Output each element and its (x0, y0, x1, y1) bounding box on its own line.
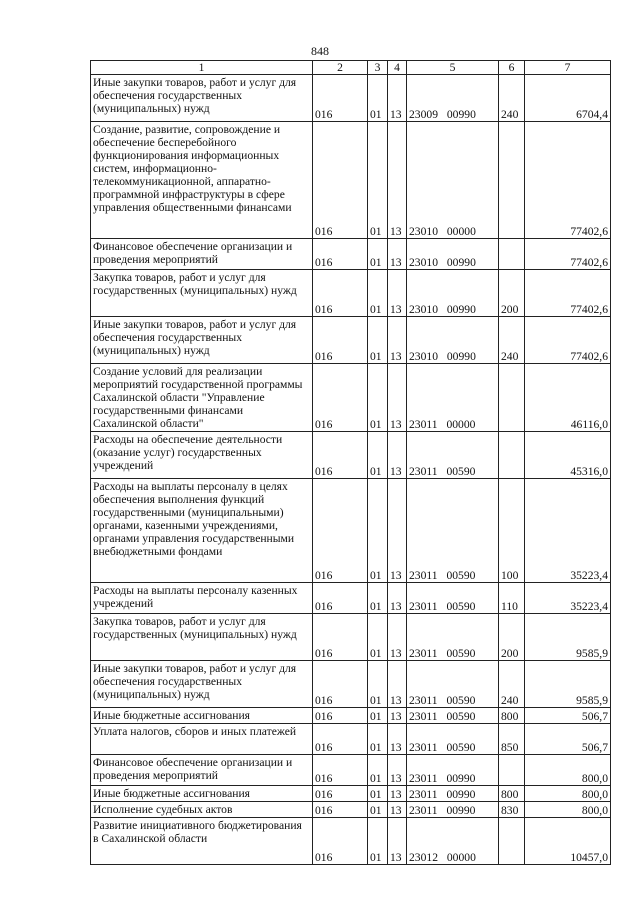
table-row (91, 818, 611, 865)
target-article-cell: 23012 00000 (407, 818, 499, 865)
section-code-cell: 01 (368, 755, 388, 786)
table-row (91, 786, 611, 802)
amount-cell: 10457,0 (525, 818, 611, 865)
section-code-cell: 01 (368, 75, 388, 122)
table-row (91, 432, 611, 479)
amount-cell: 77402,6 (525, 122, 611, 239)
section-code-cell: 01 (368, 122, 388, 239)
amount-cell: 77402,6 (525, 239, 611, 270)
target-article-cell: 23011 00590 (407, 479, 499, 583)
column-header: 6 (499, 61, 525, 75)
target-article-cell: 23011 00990 (407, 786, 499, 802)
amount-cell: 9585,9 (525, 661, 611, 708)
amount-cell: 35223,4 (525, 479, 611, 583)
row-name-cell: Иные бюджетные ассигнования (91, 786, 313, 802)
row-name-cell: Финансовое обеспечение организации и проведения мероприятий (91, 755, 313, 786)
table-row (91, 802, 611, 818)
expense-type-cell: 200 (499, 270, 525, 317)
target-article-cell: 23010 00990 (407, 317, 499, 364)
target-article-cell: 23011 00990 (407, 802, 499, 818)
table-row (91, 708, 611, 724)
subsection-code-cell: 13 (388, 270, 407, 317)
chapter-code-cell: 016 (313, 432, 368, 479)
table-row (91, 270, 611, 317)
amount-cell: 46116,0 (525, 364, 611, 432)
expense-type-cell: 800 (499, 786, 525, 802)
subsection-code-cell: 13 (388, 708, 407, 724)
chapter-code-cell: 016 (313, 122, 368, 239)
target-article-cell: 23011 00590 (407, 432, 499, 479)
chapter-code-cell: 016 (313, 708, 368, 724)
table-row (91, 317, 611, 364)
table-row (91, 724, 611, 755)
amount-cell: 45316,0 (525, 432, 611, 479)
chapter-code-cell: 016 (313, 818, 368, 865)
row-name-cell: Расходы на обеспечение деятельности (оказание услуг) государственных учреждений (91, 432, 313, 479)
expense-type-cell (499, 239, 525, 270)
subsection-code-cell: 13 (388, 786, 407, 802)
row-name-cell: Исполнение судебных актов (91, 802, 313, 818)
column-header: 4 (388, 61, 407, 75)
target-article-cell: 23011 00990 (407, 755, 499, 786)
amount-cell: 77402,6 (525, 270, 611, 317)
expense-type-cell: 200 (499, 614, 525, 661)
target-article-cell: 23009 00990 (407, 75, 499, 122)
chapter-code-cell: 016 (313, 479, 368, 583)
target-article-cell: 23011 00590 (407, 661, 499, 708)
subsection-code-cell: 13 (388, 661, 407, 708)
target-article-cell: 23011 00000 (407, 364, 499, 432)
row-name-cell: Финансовое обеспечение организации и проведения мероприятий (91, 239, 313, 270)
subsection-code-cell: 13 (388, 614, 407, 661)
column-header: 1 (91, 61, 313, 75)
chapter-code-cell: 016 (313, 786, 368, 802)
table-row (91, 583, 611, 614)
amount-cell: 800,0 (525, 802, 611, 818)
target-article-cell: 23010 00990 (407, 270, 499, 317)
table-row (91, 479, 611, 583)
section-code-cell: 01 (368, 317, 388, 364)
section-code-cell: 01 (368, 786, 388, 802)
amount-cell: 6704,4 (525, 75, 611, 122)
target-article-cell: 23011 00590 (407, 724, 499, 755)
subsection-code-cell: 13 (388, 317, 407, 364)
amount-cell: 35223,4 (525, 583, 611, 614)
section-code-cell: 01 (368, 479, 388, 583)
chapter-code-cell: 016 (313, 239, 368, 270)
expense-type-cell: 850 (499, 724, 525, 755)
section-code-cell: 01 (368, 818, 388, 865)
row-name-cell: Иные закупки товаров, работ и услуг для обеспечения государственных (муниципальных) нужд (91, 317, 313, 364)
expense-type-cell: 800 (499, 708, 525, 724)
section-code-cell: 01 (368, 661, 388, 708)
table-row (91, 75, 611, 122)
chapter-code-cell: 016 (313, 802, 368, 818)
row-name-cell: Закупка товаров, работ и услуг для государственных (муниципальных) нужд (91, 270, 313, 317)
column-header: 2 (313, 61, 368, 75)
section-code-cell: 01 (368, 724, 388, 755)
expense-type-cell (499, 755, 525, 786)
chapter-code-cell: 016 (313, 661, 368, 708)
section-code-cell: 01 (368, 708, 388, 724)
row-name-cell: Иные закупки товаров, работ и услуг для обеспечения государственных (муниципальных) нужд (91, 75, 313, 122)
section-code-cell: 01 (368, 270, 388, 317)
amount-cell: 506,7 (525, 724, 611, 755)
budget-table (90, 60, 611, 865)
chapter-code-cell: 016 (313, 270, 368, 317)
subsection-code-cell: 13 (388, 818, 407, 865)
section-code-cell: 01 (368, 802, 388, 818)
expense-type-cell: 240 (499, 317, 525, 364)
expense-type-cell (499, 432, 525, 479)
section-code-cell: 01 (368, 432, 388, 479)
amount-cell: 800,0 (525, 755, 611, 786)
target-article-cell: 23011 00590 (407, 614, 499, 661)
subsection-code-cell: 13 (388, 364, 407, 432)
amount-cell: 9585,9 (525, 614, 611, 661)
page-number: 848 (311, 44, 329, 58)
table-row (91, 239, 611, 270)
target-article-cell: 23010 00000 (407, 122, 499, 239)
column-header: 3 (368, 61, 388, 75)
table-header-row (91, 61, 611, 75)
subsection-code-cell: 13 (388, 802, 407, 818)
chapter-code-cell: 016 (313, 614, 368, 661)
column-header: 5 (407, 61, 499, 75)
row-name-cell: Иные бюджетные ассигнования (91, 708, 313, 724)
subsection-code-cell: 13 (388, 122, 407, 239)
amount-cell: 800,0 (525, 786, 611, 802)
subsection-code-cell: 13 (388, 75, 407, 122)
row-name-cell: Создание условий для реализации мероприятий государственной программы Сахалинской области "Управление государственными финансами Сахалинской области" (91, 364, 313, 432)
expense-type-cell: 110 (499, 583, 525, 614)
row-name-cell: Закупка товаров, работ и услуг для государственных (муниципальных) нужд (91, 614, 313, 661)
row-name-cell: Расходы на выплаты персоналу в целях обеспечения выполнения функций государственными (муниципальными) органами, казенными учреждениями, органами управления государственными внебюджетными фондами (91, 479, 313, 583)
expense-type-cell: 240 (499, 661, 525, 708)
chapter-code-cell: 016 (313, 583, 368, 614)
row-name-cell: Расходы на выплаты персоналу казенных учреждений (91, 583, 313, 614)
target-article-cell: 23010 00990 (407, 239, 499, 270)
section-code-cell: 01 (368, 364, 388, 432)
chapter-code-cell: 016 (313, 364, 368, 432)
row-name-cell: Уплата налогов, сборов и иных платежей (91, 724, 313, 755)
expense-type-cell (499, 364, 525, 432)
chapter-code-cell: 016 (313, 755, 368, 786)
subsection-code-cell: 13 (388, 724, 407, 755)
chapter-code-cell: 016 (313, 75, 368, 122)
section-code-cell: 01 (368, 239, 388, 270)
target-article-cell: 23011 00590 (407, 708, 499, 724)
expense-type-cell (499, 818, 525, 865)
amount-cell: 77402,6 (525, 317, 611, 364)
subsection-code-cell: 13 (388, 432, 407, 479)
table-row (91, 755, 611, 786)
section-code-cell: 01 (368, 583, 388, 614)
table-row (91, 364, 611, 432)
expense-type-cell (499, 122, 525, 239)
target-article-cell: 23011 00590 (407, 583, 499, 614)
chapter-code-cell: 016 (313, 724, 368, 755)
table-row (91, 661, 611, 708)
column-header: 7 (525, 61, 611, 75)
expense-type-cell: 240 (499, 75, 525, 122)
chapter-code-cell: 016 (313, 317, 368, 364)
subsection-code-cell: 13 (388, 755, 407, 786)
row-name-cell: Создание, развитие, сопровождение и обеспечение бесперебойного функционирования информационных систем, информационно-телекоммуникационной, аппаратно-программной инфраструктуры в сфере управления общественными финансами (91, 122, 313, 239)
row-name-cell: Иные закупки товаров, работ и услуг для обеспечения государственных (муниципальных) нужд (91, 661, 313, 708)
expense-type-cell: 830 (499, 802, 525, 818)
expense-type-cell: 100 (499, 479, 525, 583)
subsection-code-cell: 13 (388, 239, 407, 270)
subsection-code-cell: 13 (388, 583, 407, 614)
row-name-cell: Развитие инициативного бюджетирования в Сахалинской области (91, 818, 313, 865)
section-code-cell: 01 (368, 614, 388, 661)
subsection-code-cell: 13 (388, 479, 407, 583)
table-row (91, 122, 611, 239)
amount-cell: 506,7 (525, 708, 611, 724)
table-row (91, 614, 611, 661)
